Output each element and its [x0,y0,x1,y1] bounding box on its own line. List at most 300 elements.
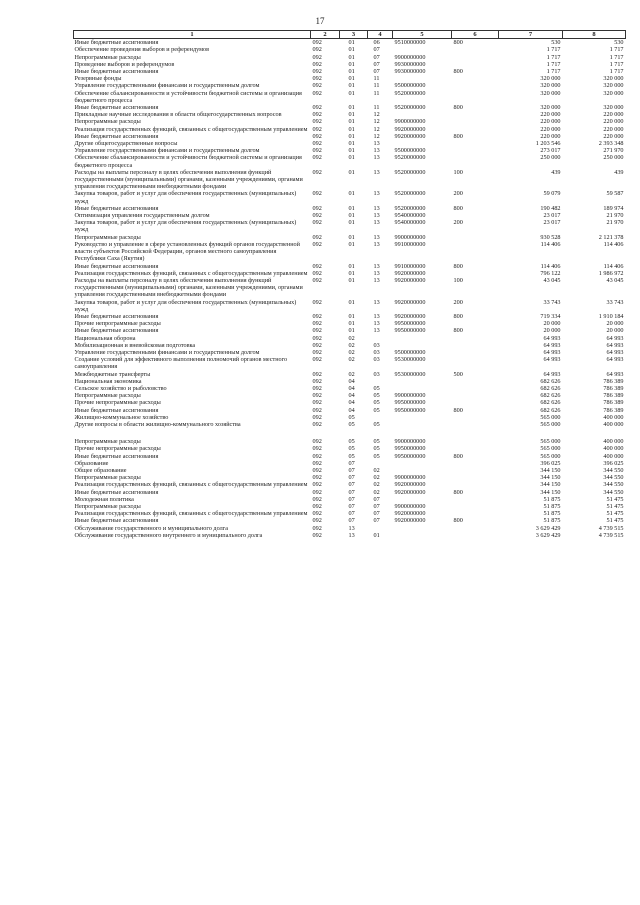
row-expense-type: 200 [453,298,463,306]
row-expense-type [452,54,499,61]
row-amount-col8: 271 970 [603,147,624,155]
row-target-article [393,342,452,349]
row-amount-col7: 20 000 [543,327,561,335]
row-amount-col7: 1 717 [546,68,561,76]
row-ministry-code: 092 [312,111,322,119]
row-expense-type [452,111,499,118]
row-name: Другие вопросы в области жилищно-коммунального хозяйства [74,420,241,428]
row-amount-col7: 530 [551,39,561,47]
row-subsection [368,414,393,421]
row-expense-type [452,414,499,421]
row-amount-col7: 344 150 [540,488,561,496]
row-amount-col7: 344 150 [540,474,561,482]
row-expense-type: 800 [453,517,463,525]
row-name: Резервные фонды [74,75,122,83]
row-name: Иные бюджетные ассигнования [74,312,159,320]
row-amount-col8: 189 974 [603,204,624,212]
row-subsection: 13 [373,154,380,162]
row-target-article: 9920000000 [394,125,426,133]
row-section: 02 [348,334,355,342]
row-ministry-code: 092 [312,524,322,532]
row-name: Иные бюджетные ассигнования [74,517,159,525]
table-row [74,392,626,399]
row-section: 05 [348,452,355,460]
row-amount-col8: 2 393 348 [598,140,624,148]
row-section: 13 [348,531,355,539]
row-ministry-code: 092 [312,517,322,525]
row-expense-type [452,320,499,327]
row-spacer [74,428,626,438]
row-expense-type: 800 [453,488,463,496]
table-row [74,263,626,270]
row-ministry-code: 092 [312,140,322,148]
table-row [74,399,626,406]
row-target-article: 9900000000 [394,474,426,482]
row-amount-col8: 114 406 [603,240,624,248]
table-row [74,342,626,349]
table-row [74,133,626,140]
row-ministry-code: 092 [312,474,322,482]
row-amount-col7: 220 000 [540,125,561,133]
row-target-article: 9920000000 [394,510,426,518]
row-amount-col8: 344 550 [603,481,624,489]
row-name: Другие общегосударственные вопросы [74,140,178,148]
row-expense-type [452,421,499,428]
row-section: 01 [348,219,355,227]
row-subsection: 03 [373,356,380,364]
row-amount-col7: 1 717 [546,53,561,61]
row-expense-type [452,140,499,147]
row-subsection: 13 [373,327,380,335]
row-expense-type [452,82,499,89]
row-amount-col8: 320 000 [603,89,624,97]
table-row [74,313,626,320]
row-ministry-code: 092 [312,240,322,248]
table-row [74,467,626,474]
row-section: 05 [348,420,355,428]
row-name: Образование [74,459,109,467]
column-header: 8 [563,31,626,39]
row-target-article: 9950000000 [394,445,426,453]
row-spacer-cell [74,428,626,438]
row-name: Непрограммные расходы [74,53,141,61]
row-ministry-code: 092 [312,75,322,83]
row-expense-type [452,356,499,370]
row-target-article [393,467,452,474]
row-amount-col8: 59 587 [606,190,624,198]
row-name: Иные бюджетные ассигнования [74,68,159,76]
row-subsection: 13 [373,262,380,270]
table-row [74,525,626,532]
row-section: 02 [348,341,355,349]
row-expense-type [452,349,499,356]
row-amount-col7: 565 000 [540,413,561,421]
row-section: 01 [348,60,355,68]
row-section: 07 [348,488,355,496]
row-section: 07 [348,495,355,503]
row-subsection: 11 [373,75,380,83]
table-row [74,68,626,75]
row-subsection: 13 [373,269,380,277]
row-ministry-code: 092 [312,510,322,518]
row-target-article: 9920000000 [394,298,426,306]
row-name: Иные бюджетные ассигнования [74,406,159,414]
row-section: 04 [348,406,355,414]
row-expense-type [452,234,499,241]
row-section: 01 [348,89,355,97]
table-row [74,385,626,392]
row-ministry-code: 092 [312,53,322,61]
table-row [74,474,626,481]
row-ministry-code: 092 [312,531,322,539]
row-target-article [393,140,452,147]
row-section: 04 [348,392,355,400]
row-amount-col7: 1 717 [546,60,561,68]
row-amount-col7: 682 626 [540,384,561,392]
row-amount-col8: 320 000 [603,82,624,90]
row-amount-col7: 51 875 [543,510,561,518]
row-section: 01 [348,212,355,220]
row-amount-col8: 530 [614,39,624,47]
row-amount-col7: 64 993 [543,334,561,342]
row-name: Управление государственными финансами и государственным долгом [74,82,260,90]
row-section: 01 [348,262,355,270]
row-expense-type [452,481,499,488]
row-amount-col7: 20 000 [543,320,561,328]
row-target-article: 9950000000 [394,406,426,414]
row-amount-col7: 682 626 [540,377,561,385]
row-amount-col7: 23 017 [543,219,561,227]
row-amount-col8: 786 389 [603,406,624,414]
row-name: Обслуживание государственного и муниципального долга [74,524,228,532]
row-expense-type [452,532,499,539]
row-subsection: 13 [373,219,380,227]
row-section: 01 [348,68,355,76]
row-amount-col8: 439 [614,168,624,176]
row-name: Непрограммные расходы [74,503,141,510]
row-name: Прочие непрограммные расходы [74,320,161,328]
row-section: 01 [348,75,355,83]
row-name: Обеспечение проведения выборов и референдумов [74,46,210,54]
row-amount-col8: 64 993 [606,356,624,364]
row-amount-col8: 396 025 [603,459,624,467]
row-target-article: 9510000000 [394,39,426,47]
row-ministry-code: 092 [312,233,322,241]
row-subsection [368,335,393,342]
row-target-article: 9920000000 [394,276,426,284]
row-amount-col8: 114 406 [603,262,624,270]
row-target-article [393,378,452,385]
table-row [74,517,626,524]
row-ministry-code: 092 [312,406,322,414]
row-amount-col8: 344 550 [603,466,624,474]
row-amount-col8: 51 475 [606,510,624,518]
row-ministry-code: 092 [312,445,322,453]
table-row [74,327,626,334]
row-name: Реализация государственных функций, связанных с общегосударственным управлением [74,510,308,518]
row-expense-type: 800 [453,104,463,112]
row-subsection: 07 [373,53,380,61]
row-target-article: 9520000000 [394,104,426,112]
row-amount-col7: 565 000 [540,452,561,460]
row-amount-col7: 64 993 [543,341,561,349]
row-section: 13 [348,524,355,532]
row-name: Иные бюджетные ассигнования [74,488,159,496]
row-section: 01 [348,111,355,119]
row-expense-type: 800 [453,312,463,320]
row-amount-col8: 64 993 [606,348,624,356]
row-name: Непрограммные расходы [74,438,141,446]
row-subsection: 05 [373,438,380,446]
row-name: Молодежная политика [74,495,134,503]
table-row [74,147,626,154]
column-header: 1 [74,31,311,39]
row-ministry-code: 092 [312,60,322,68]
table-row [74,46,626,53]
row-name: Непрограммные расходы [74,118,141,126]
row-section: 07 [348,481,355,489]
budget-table [73,30,626,539]
row-target-article [393,111,452,118]
row-expense-type: 800 [453,204,463,212]
row-expense-type [452,335,499,342]
row-ministry-code: 092 [312,68,322,76]
table-row [74,54,626,61]
row-amount-col8: 4 739 515 [598,524,624,532]
row-amount-col8: 1 717 [609,60,624,68]
row-ministry-code: 092 [312,466,322,474]
table-row [74,356,626,370]
row-target-article [393,532,452,539]
table-row [74,212,626,219]
row-section: 01 [348,53,355,61]
row-section: 02 [348,348,355,356]
column-header: 3 [340,31,368,39]
row-name: Общее образование [74,466,127,474]
row-expense-type [452,46,499,53]
row-amount-col8: 220 000 [603,111,624,119]
row-section: 04 [348,377,355,385]
row-name: Закупка товаров, работ и услуг для обеспечения государственных (муниципальных) нужд [74,190,297,205]
row-name: Непрограммные расходы [74,474,141,482]
row-subsection: 13 [373,276,380,284]
row-amount-col8: 33 743 [606,298,624,306]
row-target-article: 9500000000 [394,348,426,356]
row-target-article: 9950000000 [394,320,426,328]
row-subsection: 12 [373,125,380,133]
table-body [74,39,626,539]
row-ministry-code: 092 [312,413,322,421]
row-expense-type [452,399,499,406]
row-section: 01 [348,132,355,140]
row-target-article: 9530000000 [394,356,426,364]
row-target-article: 9900000000 [394,503,426,510]
row-expense-type: 200 [453,219,463,227]
row-subsection: 13 [373,147,380,155]
row-amount-col8: 21 970 [606,219,624,227]
row-section: 01 [348,39,355,47]
row-expense-type: 800 [453,327,463,335]
row-subsection: 02 [373,488,380,496]
row-amount-col7: 719 334 [540,312,561,320]
row-subsection: 02 [373,481,380,489]
row-section: 01 [348,46,355,54]
row-expense-type [452,118,499,125]
row-name: Национальная оборона [74,334,136,342]
row-subsection: 07 [373,60,380,68]
row-subsection: 05 [373,406,380,414]
row-ministry-code: 092 [312,132,322,140]
row-section: 01 [348,140,355,148]
table-row [74,371,626,378]
row-amount-col8: 786 389 [603,399,624,407]
row-expense-type [452,147,499,154]
row-section: 01 [348,82,355,90]
row-section: 04 [348,399,355,407]
table-row [74,219,626,233]
row-amount-col7: 114 406 [540,262,561,270]
page-number: 17 [315,16,325,26]
row-subsection: 03 [373,348,380,356]
row-ministry-code: 092 [312,204,322,212]
row-ministry-code: 092 [312,420,322,428]
row-amount-col7: 565 000 [540,445,561,453]
row-section: 01 [348,233,355,241]
row-expense-type [452,90,499,104]
row-target-article: 9910000000 [394,262,426,270]
row-ministry-code: 092 [312,39,322,47]
row-ministry-code: 092 [312,334,322,342]
row-expense-type: 800 [453,262,463,270]
table-row [74,489,626,496]
column-header: 4 [368,31,393,39]
row-target-article [393,385,452,392]
row-target-article: 9900000000 [394,392,426,400]
column-header: 5 [393,31,452,39]
row-target-article: 9500000000 [394,147,426,155]
row-name: Межбюджетные трансферты [74,370,151,378]
row-ministry-code: 092 [312,488,322,496]
table-row [74,104,626,111]
row-expense-type [452,154,499,168]
row-ministry-code: 092 [312,341,322,349]
row-amount-col7: 565 000 [540,438,561,446]
row-target-article: 9520000000 [394,204,426,212]
row-section: 01 [348,125,355,133]
row-subsection: 13 [373,168,380,176]
row-amount-col8: 400 000 [603,445,624,453]
row-name: Руководство и управление в сфере установленных функций органов государственной власти субъектов Российской Федерации, органов местного самоуправления Республики Саха (Якутия) [74,240,300,263]
row-ministry-code: 092 [312,125,322,133]
row-amount-col7: 64 993 [543,348,561,356]
row-name: Непрограммные расходы [74,392,141,400]
row-ministry-code: 092 [312,348,322,356]
table-row [74,407,626,414]
row-name: Иные бюджетные ассигнования [74,204,159,212]
row-amount-col8: 1 717 [609,46,624,54]
row-expense-type [452,61,499,68]
row-amount-col8: 51 475 [606,495,624,503]
row-target-article: 9950000000 [394,327,426,335]
row-ministry-code: 092 [312,46,322,54]
table-row [74,111,626,118]
row-amount-col8: 1 986 972 [598,269,624,277]
row-expense-type [452,445,499,452]
row-target-article [393,335,452,342]
row-amount-col8: 400 000 [603,420,624,428]
row-section: 07 [348,474,355,482]
row-name: Управление государственными финансами и государственным долгом [74,147,260,155]
row-amount-col7: 3 629 429 [535,524,561,532]
row-name: Иные бюджетные ассигнования [74,132,159,140]
row-ministry-code: 092 [312,481,322,489]
row-name: Закупка товаров, работ и услуг для обеспечения государственных (муниципальных) нужд [74,298,297,313]
row-subsection: 01 [373,531,380,539]
row-section: 01 [348,276,355,284]
table-row [74,39,626,47]
row-ministry-code: 092 [312,168,322,176]
row-target-article: 9920000000 [394,132,426,140]
table-row [74,445,626,452]
row-section: 05 [348,413,355,421]
table-row [74,349,626,356]
row-name: Обеспечение сбалансированности и устойчивости бюджетной системы и организация бюджетного процесса [74,89,302,104]
table-row [74,453,626,460]
table-row [74,90,626,104]
row-name: Проведение выборов и референдумов [74,60,175,68]
table-row [74,140,626,147]
row-subsection: 07 [373,517,380,525]
row-subsection: 07 [373,46,380,54]
row-amount-col8: 220 000 [603,132,624,140]
table-row [74,205,626,212]
row-expense-type: 800 [453,452,463,460]
row-expense-type [452,525,499,532]
row-subsection: 03 [373,341,380,349]
row-target-article: 9920000000 [394,312,426,320]
row-amount-col7: 33 743 [543,298,561,306]
row-ministry-code: 092 [312,154,322,162]
row-subsection [368,378,393,385]
row-name: Закупка товаров, работ и услуг для обеспечения государственных (муниципальных) нужд [74,219,297,234]
row-amount-col7: 51 875 [543,495,561,503]
row-ministry-code: 092 [312,452,322,460]
row-ministry-code: 092 [312,104,322,112]
row-ministry-code: 092 [312,356,322,364]
row-expense-type [452,467,499,474]
row-subsection: 13 [373,298,380,306]
column-header: 2 [311,31,340,39]
row-name: Оптимизация управления государственным долгом [74,212,210,220]
row-subsection: 13 [373,190,380,198]
row-name: Реализация государственных функций, связанных с общегосударственным управлением [74,269,308,277]
row-subsection: 13 [373,212,380,220]
row-section: 01 [348,190,355,198]
row-ministry-code: 092 [312,82,322,90]
row-ministry-code: 092 [312,495,322,503]
row-section: 01 [348,298,355,306]
row-section: 07 [348,510,355,518]
row-expense-type [452,392,499,399]
row-amount-col8: 400 000 [603,413,624,421]
row-subsection: 05 [373,445,380,453]
row-section: 01 [348,320,355,328]
row-target-article [393,414,452,421]
row-subsection: 11 [373,82,380,90]
row-amount-col7: 1 717 [546,46,561,54]
table-row [74,414,626,421]
row-amount-col7: 320 000 [540,104,561,112]
